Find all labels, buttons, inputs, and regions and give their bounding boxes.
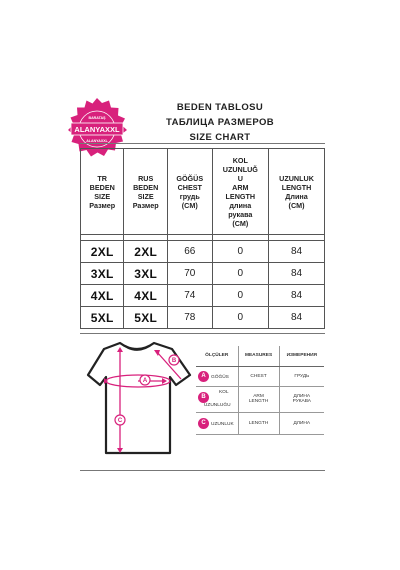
table-row [81,241,325,263]
cell-chest: 70 [167,263,212,285]
divider-bottom [80,470,325,471]
measure-ru: ГРУДЬ [279,366,324,386]
divider-top [80,143,325,144]
label-c: C [117,418,123,425]
cell-chest: 74 [167,285,212,307]
cell-tr-size: 5XL [81,307,124,329]
cell-arm: 0 [212,285,268,307]
logo-ring-top: BARATAŞ [88,116,106,120]
header-measures: MEASURES [238,346,279,366]
cell-length: 84 [269,307,325,329]
measure-ru: ДЛИНА [279,412,324,434]
cell-tr-size: 3XL [81,263,124,285]
size-table-header [81,149,325,235]
badge-b: B [198,392,209,403]
cell-length: 84 [269,263,325,285]
title-block [120,100,320,145]
measure-en: ARM LENGTH [238,386,279,412]
table-row [81,285,325,307]
label-b: B [171,358,177,365]
label-a: A [142,378,148,385]
header-olculer: ÖLÇÜLER [196,346,238,366]
header-izmereniya: ИЗМЕРЕНИЯ [279,346,324,366]
header-chest: GÖĞÜS CHEST грудь (CM) [167,149,212,235]
measure-row [196,366,324,386]
title-ru: ТАБЛИЦА РАЗМЕРОВ [165,117,274,128]
measure-row [196,386,324,412]
logo-name: ALANYAXXL [74,125,120,134]
header-length: UZUNLUK LENGTH Длина (CM) [269,149,325,235]
cell-rus-size: 2XL [124,241,167,263]
divider-middle [80,333,325,334]
cell-arm: 0 [212,241,268,263]
logo-ring-bottom: ALANYAXXL [86,139,108,143]
label-a-marker [140,375,150,385]
header-rus-size: RUS BEDEN SIZE Размер [124,149,167,235]
measure-en: LENGTH [238,412,279,434]
measure-en: CHEST [238,366,279,386]
cell-tr-size: 2XL [81,241,124,263]
measure-tr: B KOL UZUNLUĞU [196,386,238,412]
cell-tr-size: 4XL [81,285,124,307]
title-en: SIZE CHART [189,132,251,143]
cell-arm: 0 [212,307,268,329]
cell-rus-size: 4XL [124,285,167,307]
title-tr: BEDEN TABLOSU [176,102,264,113]
label-c-marker [115,415,125,425]
table-row [81,263,325,285]
table-row [81,307,325,329]
cell-rus-size: 3XL [124,263,167,285]
cell-chest: 66 [167,241,212,263]
measure-row [196,412,324,434]
cell-chest: 78 [167,307,212,329]
cell-rus-size: 5XL [124,307,167,329]
measure-tr: C UZUNLUK [196,412,238,434]
header-tr-size: TR BEDEN SIZE Размер [81,149,124,235]
cell-arm: 0 [212,263,268,285]
measure-ru: ДЛИНА РУКАВА [279,386,324,412]
header-arm-length: KOL UZUNLUĞ U ARM LENGTH длина рукава (CM) [212,149,268,235]
label-b-marker [169,355,179,365]
size-table [80,148,325,329]
measure-table [196,346,324,435]
cell-length: 84 [269,241,325,263]
measure-table-header [196,346,324,366]
cell-length: 84 [269,285,325,307]
measure-tr: A GÖĞÜS [196,366,238,386]
badge-c: C [198,418,209,429]
tshirt-diagram [78,335,198,460]
badge-a: A [198,371,209,382]
